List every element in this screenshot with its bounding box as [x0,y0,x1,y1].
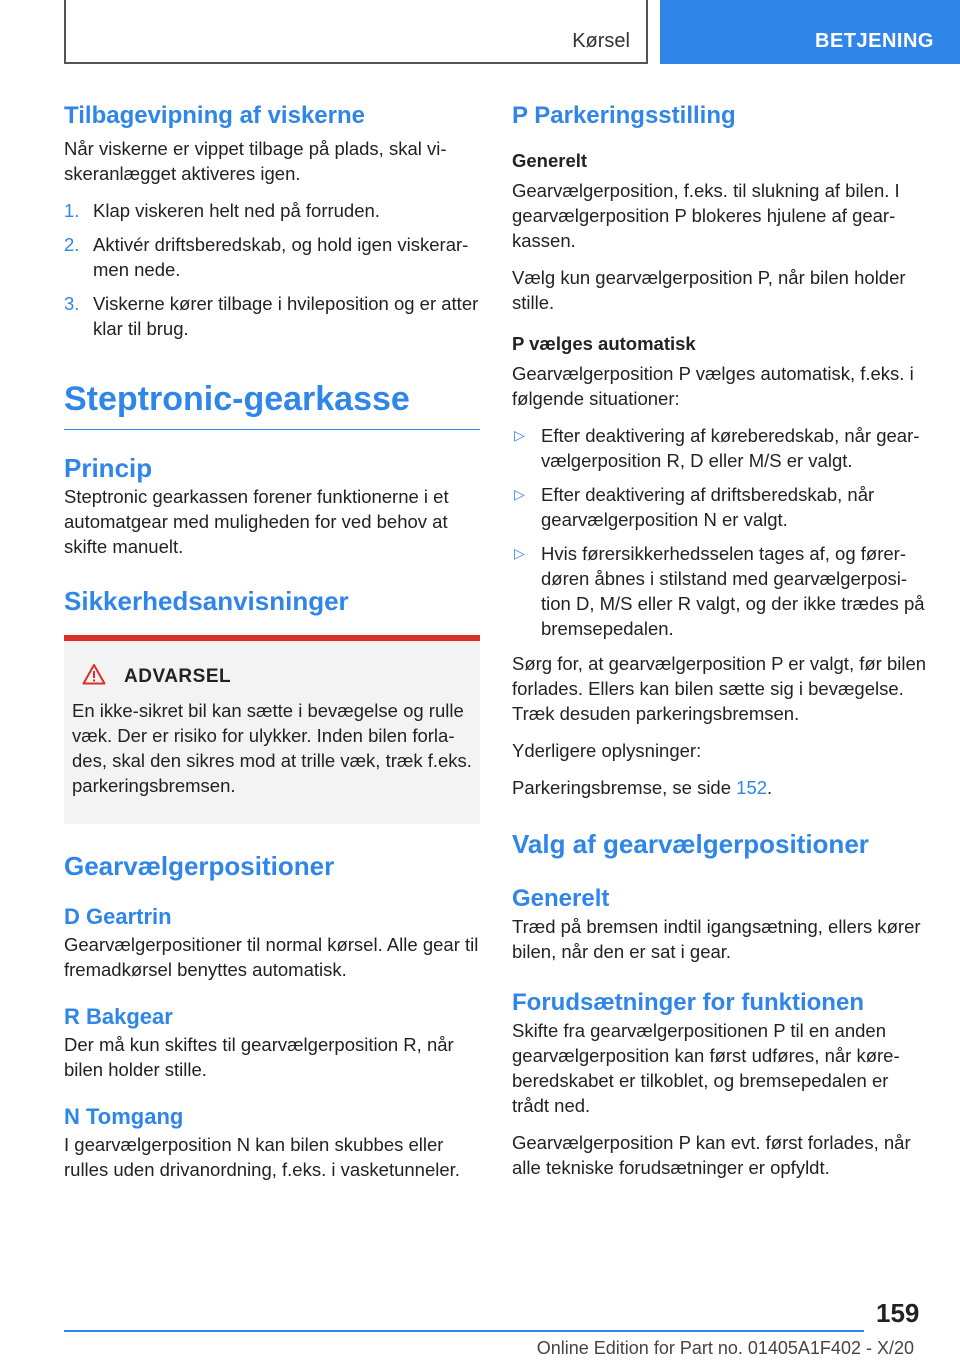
auto-label: P vælges automatisk [512,333,696,354]
triangle-right-icon: ▷ [514,427,525,443]
page-link[interactable]: 152 [736,777,768,798]
step-number: 1. [64,200,80,221]
step-text: Klap viskeren helt ned på forruden. [93,200,380,221]
general-text-2: Vælg kun gearvælgerposition P, når bilen holder stille. [512,267,906,313]
triangle-right-icon: ▷ [514,545,525,561]
main-title: Steptronic-gearkasse [64,353,480,430]
step-text: Viskerne kører tilbage i hvileposition og er atter klar til brug. [93,293,479,339]
n-text: I gearvælgerposition N kan bilen skubbes eller rulles uden drivanordning, f.eks. i vasketunneler. [64,1134,460,1180]
r-heading: R Bakgear [64,1004,173,1029]
select-general-text: Træd på bremsen indtil igangsætning, ellers kører bilen, når den er sat i gear. [512,916,921,962]
auto-conditions [512,423,928,641]
wiper-steps [64,198,480,341]
d-text: Gearvælgerpositioner til normal kørsel. Alle gear til fremadkørsel benyttes automatisk. [64,934,479,980]
auto-text: Gearvælgerposition P vælges automatisk, f.eks. i følgende situationer: [512,363,914,409]
p-heading: P Parkeringsstilling [512,102,736,129]
general-label: Generelt [512,150,588,171]
page-number: 159 [876,1298,920,1328]
wiper-intro: Når viskerne er vippet tilbage på plads, skal viskeranlægget aktiveres igen. [64,138,447,184]
warning-title [72,663,474,690]
list-item [512,423,928,473]
footer-edition: Online Edition for Part no. 01405A1F402 - X/20 [536,1338,914,1358]
ensure-text: Sørg for, at gearvælgerposition P er valgt, før bilen forlades. Ellers kan bilen sætte sig i bevægelse. Træk desuden parkeringsbremsen. [512,653,927,724]
wiper-heading: Tilbagevipning af viskerne [64,102,365,129]
parking-reference [512,775,928,800]
r-text: Der må kun skiftes til gearvælgerposition R, når bilen holder stille. [64,1034,454,1080]
select-heading: Valg af gearvælgerpositioner [512,829,869,859]
prereq-text-2: Gearvælgerposition P kan evt. først forlades, når alle tekniske forudsætninger er opfyldt. [512,1132,911,1178]
triangle-right-icon: ▷ [514,486,525,502]
list-item [64,291,480,341]
right-column [512,100,928,1192]
prereq-heading: Forudsætninger for funktionen [512,989,864,1016]
d-heading: D Geartrin [64,904,172,929]
principle-heading: Princip [64,453,153,483]
warning-box [64,635,480,824]
principle-text: Steptronic gearkassen forener funktionerne i et automatgear med muligheden for ved behov at skifte manuelt. [64,486,449,557]
bullet-text: Efter deaktivering af driftsberedskab, når gearvælgerposition N er valgt. [541,484,875,530]
bullet-text: Efter deaktivering af køreberedskab, når gearvælgerposition R, D eller M/S er valgt. [541,425,920,471]
step-number: 2. [64,234,80,255]
bullet-text: Hvis førersikkerhedsselen tages af, og førerdøren åbnes i stilstand med gearvælgerposition D, M/S eller R valgt, og der ikke trædes på bremsepedalen. [541,543,925,639]
warning-label: ADVARSEL [124,665,232,687]
positions-heading: Gearvælgerpositioner [64,851,335,881]
footer-divider [64,1330,864,1332]
header-chapter-tab[interactable]: BETJENING [660,0,960,64]
list-item [64,232,480,282]
more-info-label: Yderligere oplysninger: [512,740,702,761]
general-text-1: Gearvælgerposition, f.eks. til slukning af bilen. I gearvælgerposition P blokeres hjulene af gearkassen. [512,180,900,251]
warning-triangle-icon [82,663,106,690]
parking-ref-period: . [767,777,773,798]
n-heading: N Tomgang [64,1104,184,1129]
select-general-heading: Generelt [512,885,610,912]
list-item [512,482,928,532]
warning-text: En ikke-sikret bil kan sætte i bevægelse og rulle væk. Der er risiko for ulykker. Inden bilen forlades, skal den sikres mod at trille væk, træk f.eks. parkeringsbremsen. [72,700,472,796]
left-column [64,100,480,1194]
safety-heading: Sikkerhedsanvisninger [64,586,349,616]
prereq-text-1: Skifte fra gearvælgerpositionen P til en anden gearvælgerposition kan først udføres, når køreberedskabet er tilkoblet, og bremsepedalen er trådt ned. [512,1020,900,1116]
header-frame [64,0,648,64]
list-item [512,541,928,641]
parking-ref-text: Parkeringsbremse, se side [512,777,737,798]
header-section-title: Kørsel [572,30,630,52]
step-text: Aktivér driftsberedskab, og hold igen viskerarmen nede. [93,234,469,280]
list-item [64,198,480,223]
step-number: 3. [64,293,80,314]
